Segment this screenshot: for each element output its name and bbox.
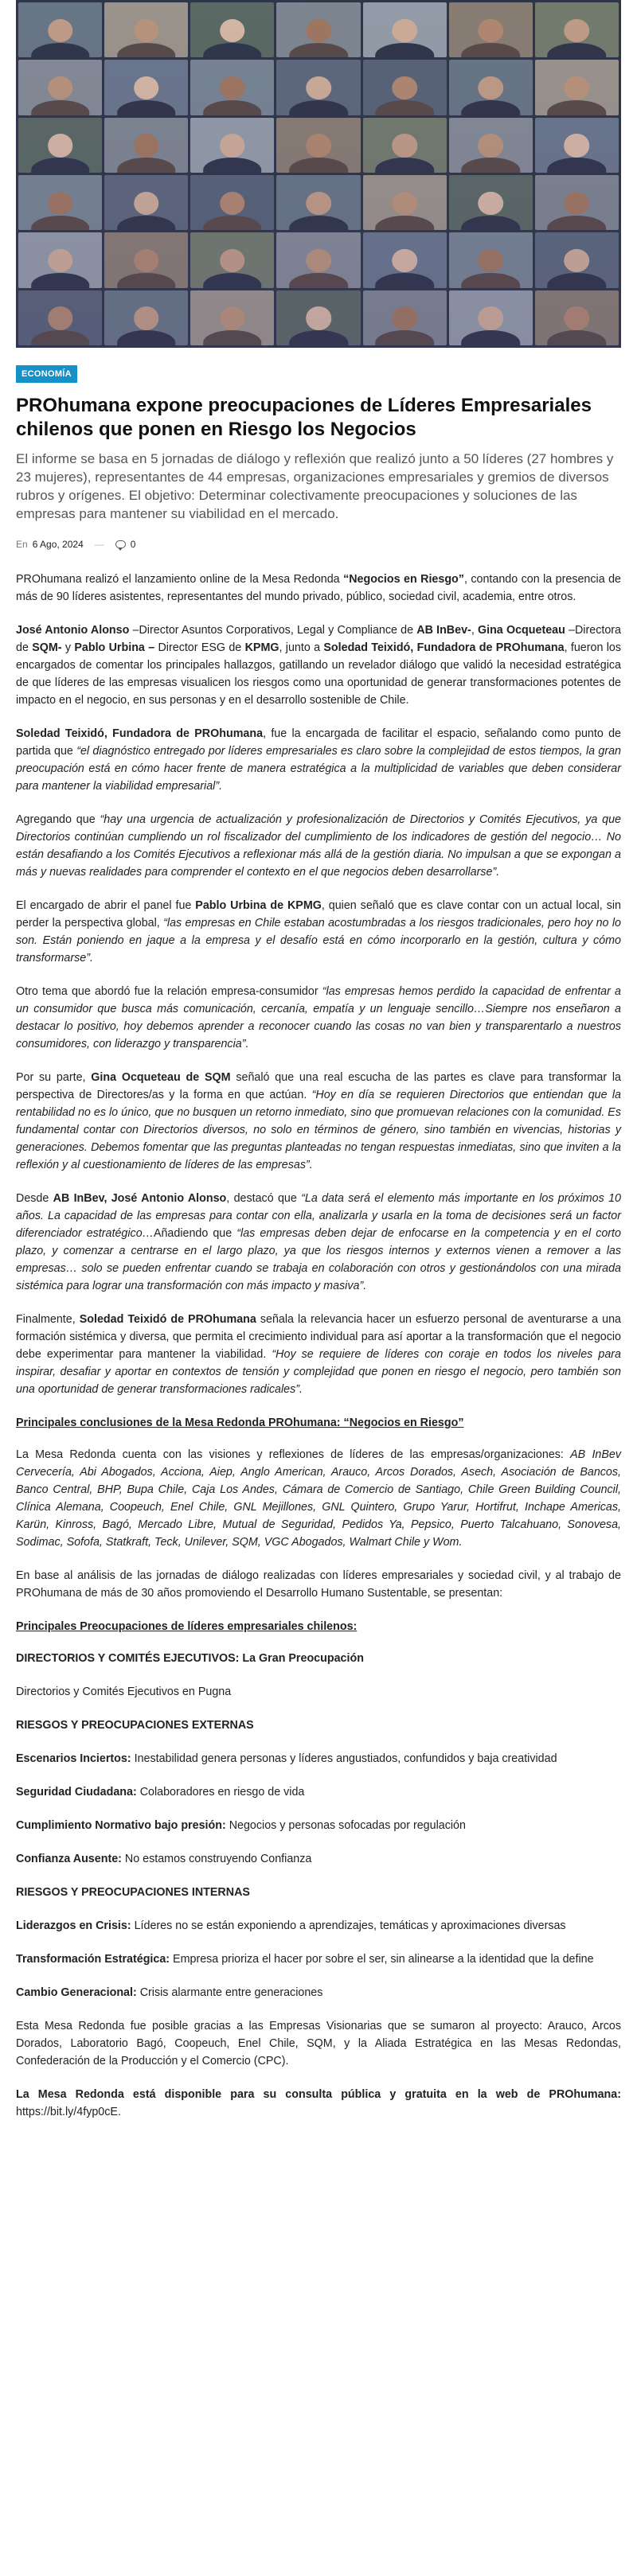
- participant-tile: [535, 60, 619, 115]
- participant-tile: [449, 232, 533, 287]
- comment-icon[interactable]: [115, 540, 126, 548]
- paragraph: PROhumana realizó el lanzamiento online de la Mesa Redonda “Negocios en Riesgo”, contando con la presencia de más de 90 líderes asistentes, representantes del mundo privado, público, sociedad civil, academia, entre otros.: [16, 573, 621, 603]
- participant-tile: [276, 118, 360, 173]
- report-link[interactable]: https://bit.ly/4fyp0cE.: [16, 2106, 121, 2118]
- participant-tile: [276, 175, 360, 230]
- participant-tile: [18, 290, 102, 345]
- paragraph: Finalmente, Soledad Teixidó de PROhumana señala la relevancia hacer un esfuerzo personal de aventurarse a una formación sistémica y diversa, que permita el crecimiento individual para así aportar a la transformación que el negocio debe experimentar para mantener la viabilidad. “Hoy se requiere de líderes con coraje en todos los niveles para inspirar, desafiar y aportar en contextos de tensión y complejidad que ponen en riesgo el negocio, pero también son una oportunidad de generar transformaciones radicales”.: [16, 1313, 622, 1396]
- participant-tile: [104, 232, 188, 287]
- paragraph: La Mesa Redonda está disponible para su consulta pública y gratuita en la web de PROhumana: https://bit.ly/4fyp0cE.: [16, 2088, 621, 2118]
- participant-tile: [363, 290, 447, 345]
- section-heading: Principales conclusiones de la Mesa Redonda PROhumana: “Negocios en Riesgo”: [16, 1417, 464, 1429]
- meta-separator: —: [94, 539, 104, 550]
- category-badge[interactable]: ECONOMÍA: [16, 365, 77, 383]
- article-title: PROhumana expone preocupaciones de Líderes Empresariales chilenos que ponen en Riesgo los Negocios: [16, 395, 592, 440]
- concern-item: Escenarios Inciertos: Inestabilidad genera personas y líderes angustiados, confundidos y baja creatividad: [16, 1752, 557, 1765]
- participant-tile: [363, 118, 447, 173]
- participant-tile: [190, 118, 274, 173]
- comment-count[interactable]: 0: [130, 539, 136, 550]
- participant-tile: [190, 175, 274, 230]
- concern-item: Confianza Ausente: No estamos construyendo Confianza: [16, 1853, 312, 1865]
- paragraph: La Mesa Redonda cuenta con las visiones y reflexiones de líderes de las empresas/organizaciones: AB InBev Cervecería, Abi Abogados, Acciona, Aiep, Anglo American, Arauco, Arcos Dorados, Asech, Asociación de Bancos, Banco Central, BHP, Bupa Chile, Caja Los Andes, Cámara de Comercio de Santiago, Chile Green Building Council, Clínica Alemana, Coopeuch, Enel Chile, GNL Mejillones, GNL Quintero, Grupo Yarur, Hortifrut, Inchape Americas, Karün, Kinross, Bagó, Mercado Libre, Mutual de Seguridad, Pedidos Ya, Pepsico, Puerto Talcahuano, Sonovesa, Sodimac, Sofofa, Statkraft, Teck, Unilever, SQM, VGC Abogados, Walmart Chile y Wom.: [16, 1448, 621, 1549]
- paragraph: José Antonio Alonso –Director Asuntos Corporativos, Legal y Compliance de AB InBev-, Gina Ocqueteau –Directora de SQM- y Pablo Urbina – Director ESG de KPMG, junto a Soledad Teixidó, Fundadora de PROhumana, fueron los encargados de comentar los principales hallazgos, gatillando un revelador diálogo que validó la necesidad estratégica de que líderes de las empresas visualicen los riesgos como una oportunidad de generar transformaciones potentes de impacto en el negocio, en sus personas y en el desarrollo sostenible de Chile.: [16, 624, 622, 707]
- paragraph: Directorios y Comités Ejecutivos en Pugna: [16, 1686, 232, 1698]
- participant-tile: [190, 60, 274, 115]
- paragraph: Esta Mesa Redonda fue posible gracias a las Empresas Visionarias que se sumaron al proyecto: Arauco, Arcos Dorados, Laboratorio Bagó, Coopeuch, Enel Chile, SQM, y la Aliada Estratégica en las Mesas Redondas, Confederación de la Producción y el Comercio (CPC).: [16, 2020, 621, 2067]
- participant-tile: [18, 2, 102, 57]
- paragraph: Soledad Teixidó, Fundadora de PROhumana, fue la encargada de facilitar el espacio, señalando como punto de partida que “el diagnóstico entregado por líderes empresariales es claro sobre la complejidad de estos tiempos, la gran preocupación está en cómo hacer frente de manera estratégica a la multiplicidad de variables que deben considerar para mantener la viabilidad empresarial”.: [16, 727, 621, 793]
- paragraph: Agregando que “hay una urgencia de actualización y profesionalización de Directorios y Comités Ejecutivos, ya que Directorios continúan cumpliendo un rol fiscalizador del cumplimiento de los indicadores de gestión del negocio… No están desafiando a los Comités Ejecutivos a reflexionar más allá de la gestión diaria. No impulsan a que se expongan a más y nuevas realidades para comprender el contexto en el que negocios deben desarrollarse”.: [16, 813, 621, 879]
- concern-item: Cambio Generacional: Crisis alarmante entre generaciones: [16, 1986, 323, 1999]
- concern-item: Transformación Estratégica: Empresa prioriza el hacer por sobre el ser, sin alinearse a la identidad que la define: [16, 1953, 594, 1966]
- participant-tile: [276, 60, 360, 115]
- participant-tile: [276, 290, 360, 345]
- publish-date[interactable]: 6 Ago, 2024: [32, 539, 84, 550]
- section-heading: RIESGOS Y PREOCUPACIONES INTERNAS: [16, 1886, 250, 1899]
- paragraph: Desde AB InBev, José Antonio Alonso, destacó que “La data será el elemento más importante en los próximos 10 años. La capacidad de las empresas para contar con ella, analizarla y usarla en la toma de decisiones será un factor diferenciador estratégico…Añadiendo que “las empresas deben dejar de enfocarse en la competencia y en el corto plazo, y comenzar a centrarse en el largo plazo, ya que los riesgos internos y externos vienen a remover a las empresas… solo se pueden enfrentar cuando se trabaja en colaboración con otros y gestionándolos con una mirada sistémica para lograr una transformación con más impacto y masiva”.: [16, 1192, 621, 1292]
- concern-item: Cumplimiento Normativo bajo presión: Negocios y personas sofocadas por regulación: [16, 1819, 466, 1832]
- concern-item: Seguridad Ciudadana: Colaboradores en riesgo de vida: [16, 1786, 305, 1799]
- section-heading: RIESGOS Y PREOCUPACIONES EXTERNAS: [16, 1719, 254, 1732]
- meta-prefix: En: [16, 539, 28, 550]
- participant-tile: [363, 60, 447, 115]
- participant-tile: [363, 2, 447, 57]
- participant-tile: [104, 175, 188, 230]
- section-heading: Principales Preocupaciones de líderes empresariales chilenos:: [16, 1620, 358, 1633]
- participant-tile: [18, 175, 102, 230]
- participant-tile: [18, 60, 102, 115]
- participant-tile: [104, 60, 188, 115]
- participant-tile: [535, 232, 619, 287]
- participant-tile: [449, 2, 533, 57]
- participant-tile: [449, 60, 533, 115]
- concern-item: Liderazgos en Crisis: Líderes no se están exponiendo a aprendizajes, temáticas y aproximaciones diversas: [16, 1919, 566, 1932]
- participant-tile: [363, 175, 447, 230]
- participant-tile: [535, 290, 619, 345]
- participant-tile: [535, 118, 619, 173]
- paragraph: Por su parte, Gina Ocqueteau de SQM señaló que una real escucha de las partes es clave para transformar la perspectiva de Directores/as y la forma en que actúan. “Hoy en día se requieren Directorios que entiendan que la rentabilidad no es lo único, que no busquen un retorno inmediato, sino que promuevan relaciones con la comunidad. Es fundamental contar con Directorios diversos, no solo en términos de género, sino también en vivencias, historias y generaciones. Debemos fomentar que las preguntas planteadas no tengan respuestas inmediatas, sino que inviten a la reflexión y al cuestionamiento de líderes de las empresas”.: [16, 1071, 621, 1171]
- participant-tile: [449, 175, 533, 230]
- paragraph: Otro tema que abordó fue la relación empresa-consumidor “las empresas hemos perdido la capacidad de enfrentar a un consumidor que busca más comunicación, cercanía, empatía y un lenguaje sencillo…Siempre nos enseñaron a destacar lo positivo, hoy debemos aprender a reconocer cuando las cosas no van bien y transparentarlo a nuestros consumidores, con liderazgo y transparencia”.: [16, 985, 622, 1050]
- participant-tile: [18, 118, 102, 173]
- participant-tile: [449, 290, 533, 345]
- article-body: [16, 571, 621, 2121]
- article-subtitle: El informe se basa en 5 jornadas de diálogo y reflexión que realizó junto a 50 líderes (27 hombres y 23 mujeres), representantes de 44 empresas, organizaciones empresariales y gremios de diversos rubros y orígenes. El objetivo: Determinar colectivamente preocupaciones y soluciones de las empresas para mantener su viabilidad en el mercado.: [16, 451, 614, 521]
- participant-tile: [104, 118, 188, 173]
- participant-tile: [190, 290, 274, 345]
- paragraph: En base al análisis de las jornadas de diálogo realizadas con líderes empresariales y sociedad civil, y al trabajo de PROhumana de más de 30 años promoviendo el Desarrollo Humano Sustentable, se presentan:: [16, 1569, 621, 1600]
- paragraph: El encargado de abrir el panel fue Pablo Urbina de KPMG, quien señaló que es clave contar con un actual local, sin perder la perspectiva global, “las empresas en Chile estaban acostumbradas a los riesgos tradicionales, pero hoy no lo son. Están poniendo en jaque a la empresa y el desafío está en cómo incorporarlo en la gestión, cultura y cómo transformarse”.: [16, 899, 621, 965]
- participant-tile: [104, 2, 188, 57]
- participant-tile: [104, 290, 188, 345]
- participant-tile: [363, 232, 447, 287]
- participant-tile: [535, 2, 619, 57]
- participant-tile: [535, 175, 619, 230]
- hero-image: [16, 0, 621, 348]
- participant-tile: [276, 2, 360, 57]
- participant-tile: [449, 118, 533, 173]
- participant-tile: [18, 232, 102, 287]
- participant-tile: [276, 232, 360, 287]
- participant-tile: [190, 232, 274, 287]
- participant-tile: [190, 2, 274, 57]
- section-heading: DIRECTORIOS Y COMITÉS EJECUTIVOS: La Gran Preocupación: [16, 1652, 364, 1665]
- article-meta: [16, 539, 621, 550]
